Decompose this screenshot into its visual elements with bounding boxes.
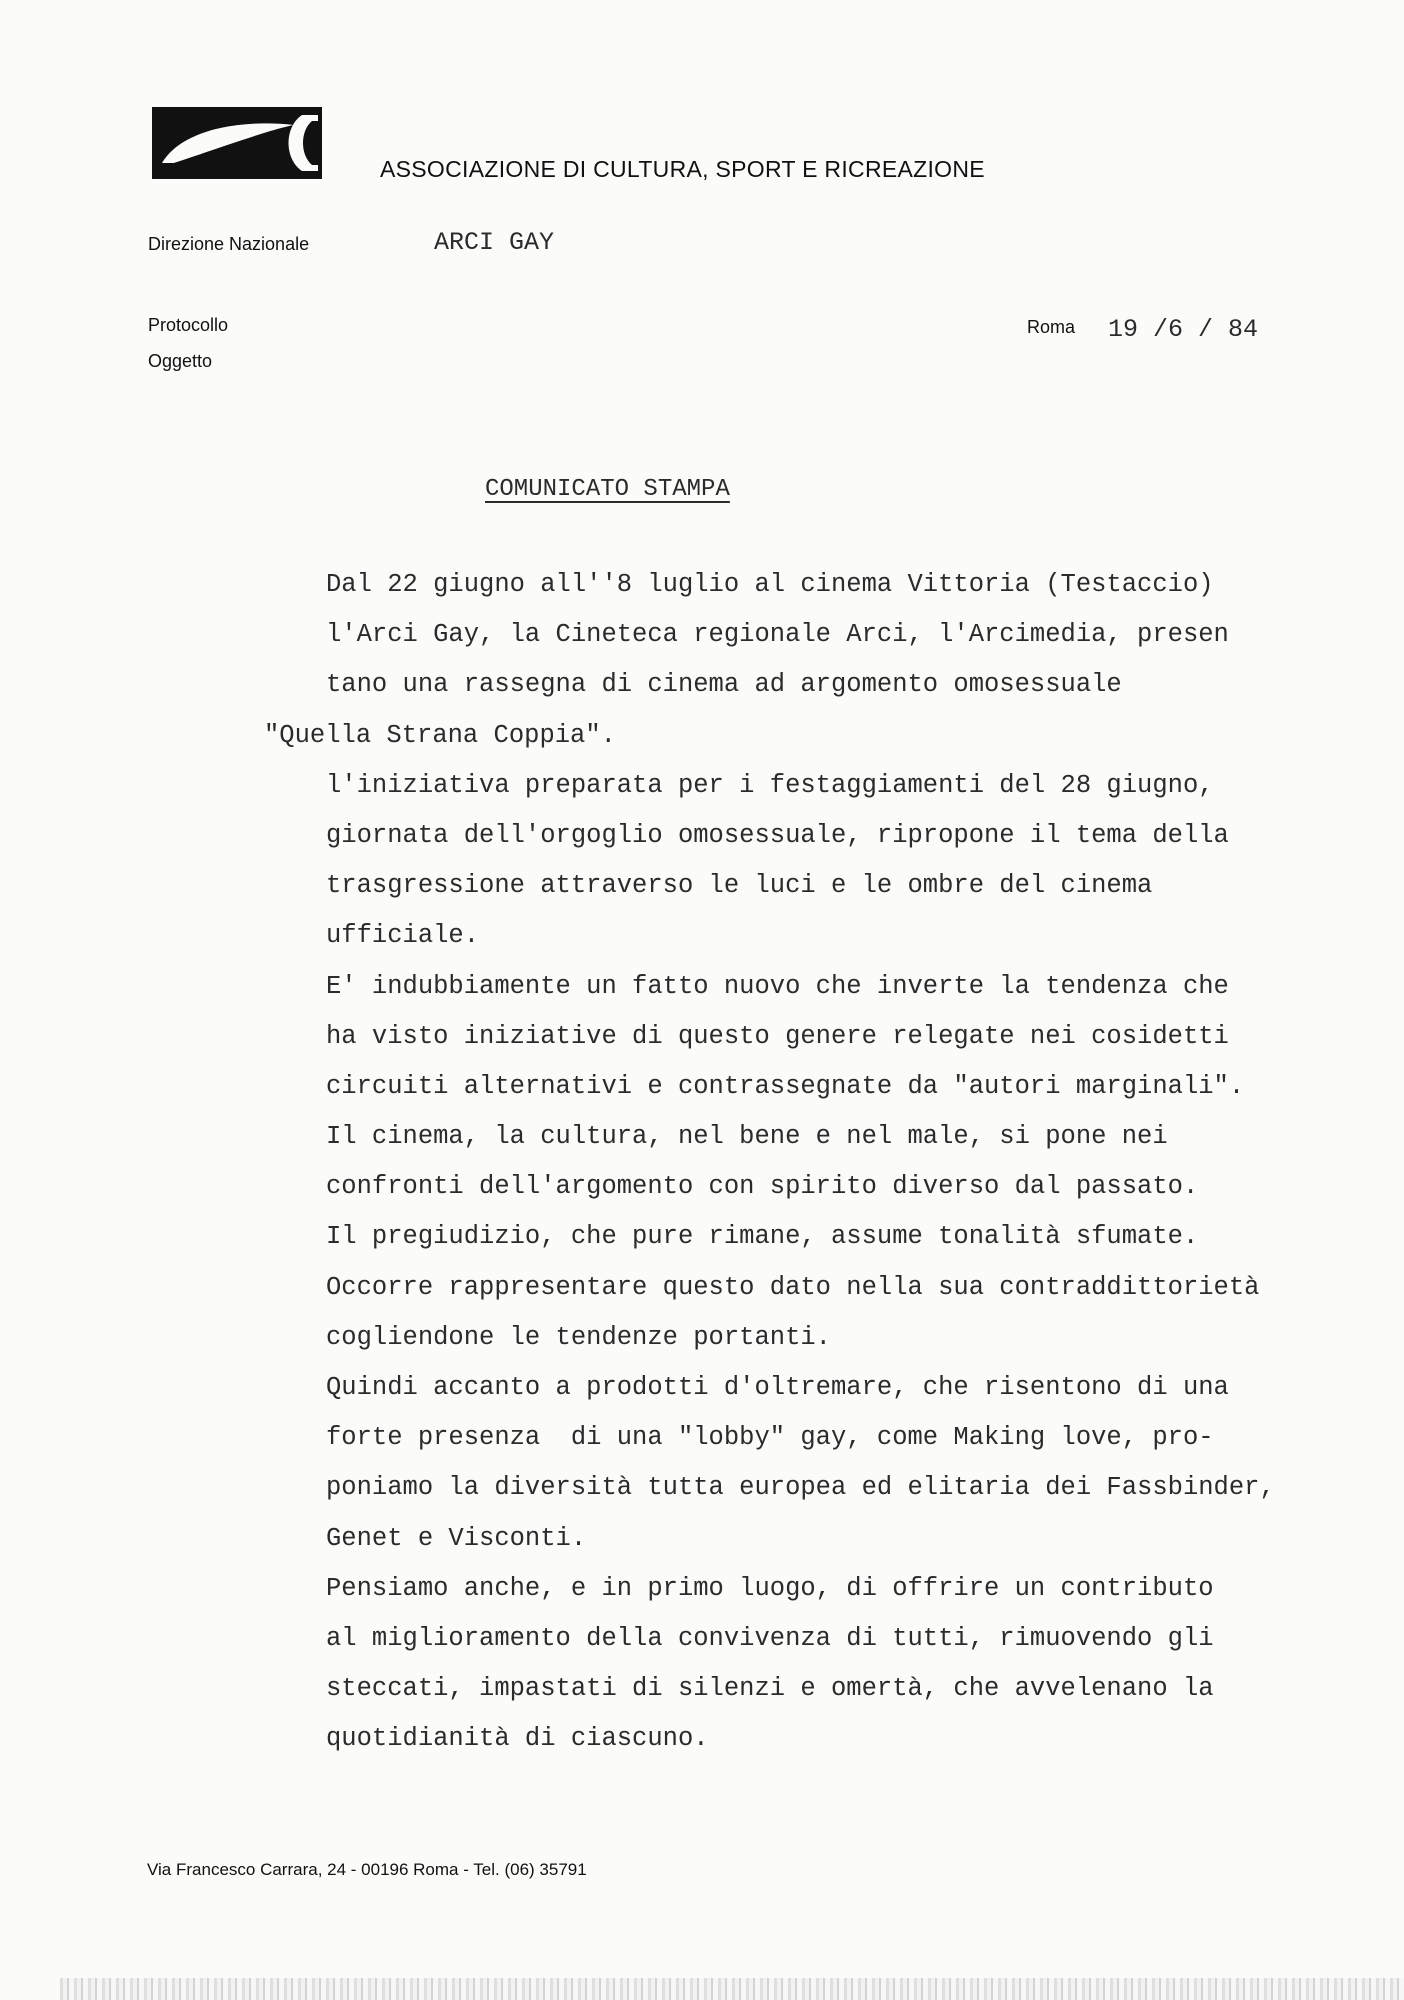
body-line: al miglioramento della convivenza di tutti, rimuovendo gli <box>326 1623 1214 1653</box>
document-title: COMUNICATO STAMPA <box>485 476 730 503</box>
body-line: ha visto iniziative di questo genere relegate nei cosidetti <box>326 1021 1229 1051</box>
body-line: tano una rassegna di cinema ad argomento omosessuale <box>326 670 1122 700</box>
direzione-label: Direzione Nazionale <box>148 234 310 254</box>
body-line: cogliendone le tendenze portanti. <box>326 1322 831 1352</box>
footer-address: Via Francesco Carrara, 24 - 00196 Roma - Tel. (06) 35791 <box>147 1860 587 1879</box>
oggetto-label: Oggetto <box>148 351 213 371</box>
body-line: Pensiamo anche, e in primo luogo, di offrire un contributo <box>326 1573 1214 1603</box>
body-line: confronti dell'argomento con spirito diverso dal passato. <box>326 1172 1199 1202</box>
body-line: E' indubbiamente un fatto nuovo che inverte la tendenza che <box>326 971 1229 1001</box>
body-line: forte presenza di una "lobby" gay, come Making love, pro- <box>326 1423 1214 1453</box>
body-line: steccati, impastati di silenzi e omertà, che avvelenano la <box>326 1674 1214 1704</box>
protocollo-label: Protocollo <box>148 315 229 335</box>
body-line: poniamo la diversità tutta europea ed elitaria dei Fassbinder, <box>326 1473 1275 1503</box>
scan-edge-artifact <box>60 1978 1404 2000</box>
body-line: Dal 22 giugno all''8 luglio al cinema Vittoria (Testaccio) <box>326 570 1214 599</box>
arci-logo-icon <box>152 107 322 179</box>
body-line: l'iniziativa preparata per i festaggiamenti del 28 giugno, <box>326 770 1214 800</box>
body-line: Quindi accanto a prodotti d'oltremare, che risentono di una <box>326 1373 1229 1402</box>
body-line: giornata dell'orgoglio omosessuale, ripropone il tema della <box>326 820 1229 850</box>
body-line: "Quella Strana Coppia". <box>264 720 616 750</box>
body-line: ufficiale. <box>326 921 480 951</box>
body-line: l'Arci Gay, la Cineteca regionale Arci, l'Arcimedia, presen <box>326 620 1229 650</box>
document-date: 19 /6 / 84 <box>1108 315 1259 344</box>
body-line: quotidianità di ciascuno. <box>326 1724 709 1754</box>
press-release-body <box>264 560 1386 1765</box>
body-line: circuiti alternativi e contrassegnate da "autori marginali". <box>326 1071 1245 1101</box>
body-line: Genet e Visconti. <box>326 1523 587 1553</box>
body-line: trasgressione attraverso le luci e le ombre del cinema <box>326 871 1153 901</box>
body-line: Il cinema, la cultura, nel bene e nel male, si pone nei <box>326 1122 1168 1152</box>
department-name: ARCI GAY <box>434 228 555 257</box>
body-line: Occorre rappresentare questo dato nella sua contraddittorietà <box>326 1272 1260 1302</box>
body-line: Il pregiudizio, che pure rimane, assume tonalità sfumate. <box>326 1222 1199 1252</box>
place-label: Roma <box>1027 317 1076 337</box>
organization-name: ASSOCIAZIONE DI CULTURA, SPORT E RICREAZIONE <box>380 156 985 182</box>
